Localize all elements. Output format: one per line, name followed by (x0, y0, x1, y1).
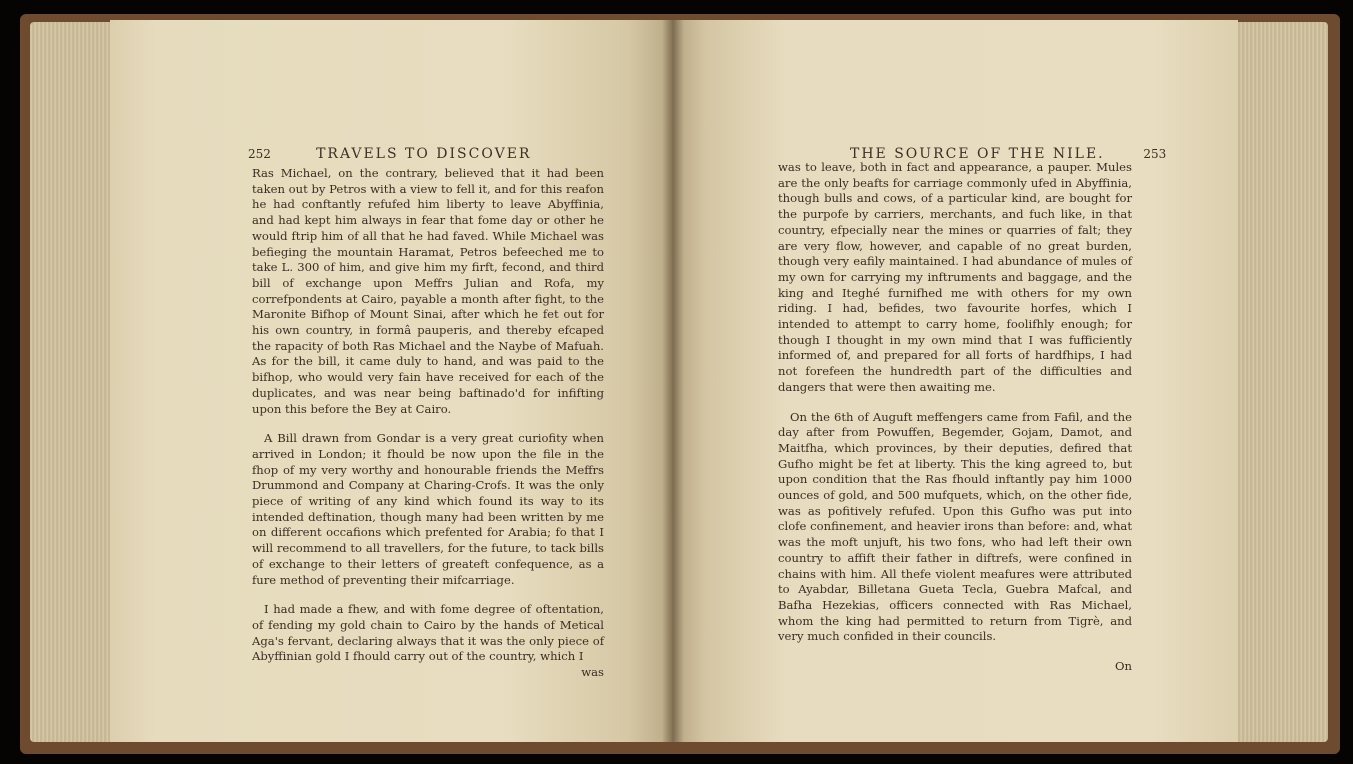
left-page-body (252, 166, 604, 681)
right-paragraph-1: was to leave, both in fact and appearance, a pauper. Mules are the only beafts for carriage commonly ufed in Abyffinia, though bulls and cows, of a particular kind, are bought for the purpofe by carriers, merchants, and fuch like, in that country, efpecially near the mines or quarries of falt; they are very flow, however, and capable of no great burden, though very eafily maintained. I had abundance of mules of my own for carrying my inftruments and baggage, and the king and Iteghé furnifhed me with others for my own riding. I had, befides, two favourite horfes, which I intended to attempt to carry home, foolifhly enough; for though I thought in my own mind that I was fufficiently informed of, and prepared for all forts of hardfhips, I had not forefeen the hundredth part of the difficulties and dangers that were then awaiting me. (778, 160, 1132, 394)
left-paragraph-2: A Bill drawn from Gondar is a very great curiofity when arrived in London; it fhould be now upon the file in the fhop of my very worthy and honourable friends the Meffrs Drummond and Company at Charing-Crofs. It was the only piece of writing of any kind which found its way to its intended deftination, though many had been written by me on different occafions which prefented for Arabia; fo that I will recommend to all travellers, for the future, to tack bills of exchange to their letters of greateft confequence, as a fure method of preventing their mifcarriage. (252, 431, 604, 587)
right-page (672, 20, 1238, 742)
right-page-number: 253 (1143, 147, 1167, 161)
page-edges-right (1228, 22, 1328, 742)
book-gutter (662, 20, 684, 742)
left-page (110, 20, 672, 742)
left-paragraph-3: I had made a fhew, and with fome degree of oftentation, of fending my gold chain to Cairo by the hands of Metical Aga's fervant, declaring always that it was the only piece of Abyffinian gold I fhould carry out of the country, which I (252, 602, 604, 664)
left-paragraph-1: Ras Michael, on the contrary, believed that it had been taken out by Petros with a view to fell it, and for this reafon he had conftantly refufed him liberty to leave Abyffinia, and had kept him always in fear that fome day or other he would ftrip him of all that he had faved. While Michael was befieging the mountain Haramat, Petros befeeched me to take L. 300 of him, and give him my firft, fecond, and third bill of exchange upon Meffrs Julian and Rofa, my correfpondents at Cairo, payable a month after fight, to the Maronite Bifhop of Mount Sinai, after which he fet out for his own country, in formâ pauperis, and thereby efcaped the rapacity of both Ras Michael and the Naybe of Mafuah. As for the bill, it came duly to hand, and was paid to the bifhop, who would very fain have received for each of the duplicates, and was near being baftinado'd for infifting upon this before the Bey at Cairo. (252, 166, 604, 416)
left-running-head: TRAVELS TO DISCOVER (316, 146, 532, 162)
right-running-head: THE SOURCE OF THE NILE. (850, 146, 1105, 162)
left-catchword: was (581, 665, 604, 680)
right-catchword: On (1115, 659, 1132, 674)
right-paragraph-2: On the 6th of Auguft meffengers came from Fafil, and the day after from Powuffen, Begemder, Gojam, Damot, and Maitfha, which provinces, by their deputies, defired that Gufho might be fet at liberty. This the king agreed to, but upon condition that the Ras fhould inftantly pay him 1000 ounces of gold, and 500 mufquets, which, on the other fide, was as pofitively refufed. Upon this Gufho was put into clofe confinement, and heavier irons than before: and, what was the moft unjuft, his two fons, who had left their own country to affift their father in diftrefs, were confined in chains with him. All thefe violent meafures were attributed to Ayabdar, Billetana Gueta Tecla, Guebra Mafcal, and Bafha Hezekias, officers connected with Ras Michael, whom the king had permitted to return from Tigrè, and very much confided in their councils. (778, 409, 1132, 644)
right-page-body (778, 160, 1132, 675)
left-page-header (248, 146, 531, 162)
left-page-number: 252 (248, 147, 271, 161)
